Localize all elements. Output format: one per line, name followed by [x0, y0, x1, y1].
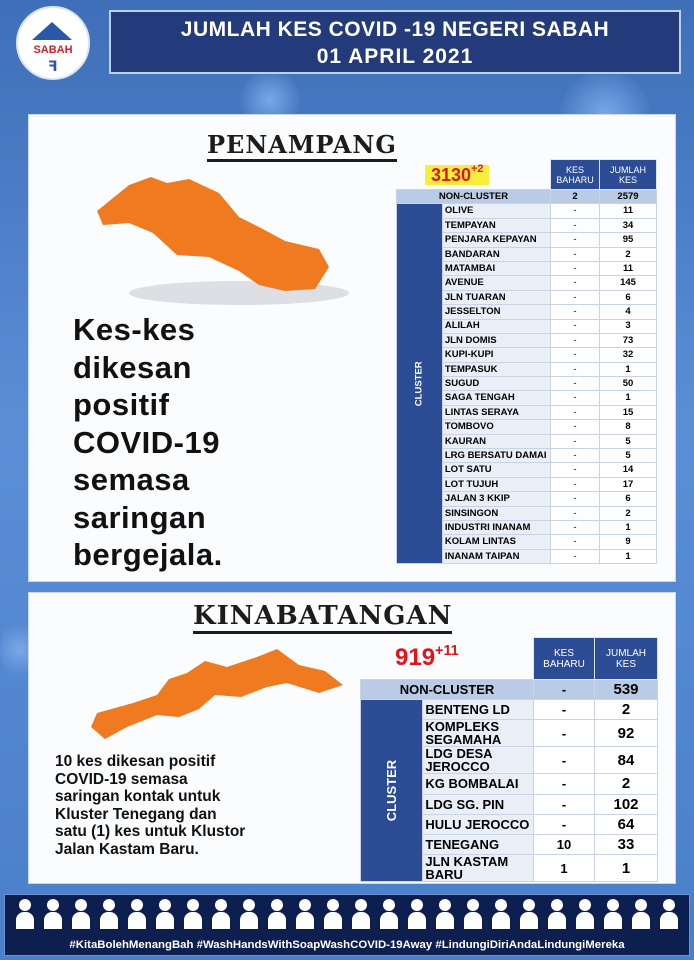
frontliner-icon	[547, 899, 567, 929]
non-cluster-jumlah: 539	[595, 680, 658, 700]
cluster-kes-baharu: -	[551, 204, 600, 218]
non-cluster-kes-baharu: -	[534, 680, 595, 700]
cluster-jumlah: 145	[600, 276, 657, 290]
cluster-name: LOT SATU	[442, 463, 550, 477]
cluster-name: LINTAS SERAYA	[442, 405, 550, 419]
cluster-jumlah: 34	[600, 218, 657, 232]
cluster-kes-baharu: -	[551, 391, 600, 405]
cluster-name: LDG SG. PIN	[423, 794, 534, 814]
cluster-kes-baharu: -	[551, 218, 600, 232]
cluster-kes-baharu: -	[534, 720, 595, 747]
cluster-jumlah: 1	[600, 549, 657, 563]
description-line: Kes-kes	[73, 312, 196, 347]
frontliner-icon	[99, 899, 119, 929]
frontliner-icon	[267, 899, 287, 929]
cluster-label-text: CLUSTER	[413, 361, 425, 407]
cluster-jumlah: 1	[600, 362, 657, 376]
cluster-name: JESSELTON	[442, 305, 550, 319]
frontliner-icon	[43, 899, 63, 929]
cluster-jumlah: 11	[600, 261, 657, 275]
frontliner-icon	[491, 899, 511, 929]
cluster-kes-baharu: 1	[534, 855, 595, 882]
cluster-name: TEMPAYAN	[442, 218, 550, 232]
cluster-name: KOMPLEKS SEGAMAHA	[423, 720, 534, 747]
cluster-jumlah: 84	[595, 747, 658, 774]
non-cluster-label: NON-CLUSTER	[361, 680, 534, 700]
frontliner-icon	[15, 899, 35, 929]
cluster-jumlah: 5	[600, 434, 657, 448]
penampang-total: 3130	[431, 165, 472, 185]
cluster-label-text: CLUSTER	[384, 759, 400, 822]
cluster-name: JLN DOMIS	[442, 333, 550, 347]
cluster-row	[397, 204, 657, 218]
cluster-jumlah: 5	[600, 449, 657, 463]
cluster-jumlah: 8	[600, 420, 657, 434]
cluster-name: MATAMBAI	[442, 261, 550, 275]
cluster-jumlah: 6	[600, 492, 657, 506]
penampang-panel	[28, 114, 676, 582]
cluster-kes-baharu: -	[551, 261, 600, 275]
cluster-jumlah: 1	[600, 520, 657, 534]
cluster-kes-baharu: -	[551, 319, 600, 333]
kinabatangan-new-cases: +11	[435, 643, 459, 659]
cluster-kes-baharu: -	[551, 348, 600, 362]
cluster-name: TEMPASUK	[442, 362, 550, 376]
frontliner-icon	[211, 899, 231, 929]
cluster-kes-baharu: 10	[534, 834, 595, 854]
cluster-jumlah: 3	[600, 319, 657, 333]
footer-hashtags: #KitaBolehMenangBah #WashHandsWithSoapWashCOVID-19Away #LindungiDiriAndaLindungiMereka	[69, 939, 625, 951]
cluster-name: HULU JEROCCO	[423, 814, 534, 834]
description-line: positif	[73, 387, 170, 422]
penampang-table	[396, 159, 657, 564]
frontliner-icon	[407, 899, 427, 929]
description-line: Jalan Kastam Baru.	[55, 840, 199, 858]
cluster-kes-baharu: -	[551, 333, 600, 347]
cluster-name: KAURAN	[442, 434, 550, 448]
cluster-kes-baharu: -	[551, 520, 600, 534]
logo-text: SABAH	[33, 44, 73, 56]
cluster-name: TOMBOVO	[442, 420, 550, 434]
description-line: dikesan	[73, 349, 192, 385]
cluster-name: INDUSTRI INANAM	[442, 520, 550, 534]
cluster-kes-baharu: -	[551, 377, 600, 391]
cluster-name: PENJARA KEPAYAN	[442, 233, 550, 247]
cluster-name: BENTENG LD	[423, 700, 534, 720]
cluster-kes-baharu: -	[551, 405, 600, 419]
kinabatangan-total: 919	[395, 644, 436, 671]
description-line: bergejala.	[73, 537, 223, 572]
penampang-title: PENAMPANG	[207, 133, 397, 162]
cluster-label	[361, 700, 423, 882]
cluster-jumlah: 102	[595, 794, 658, 814]
description-line: satu (1) kes untuk Klustor	[55, 823, 246, 840]
description-line: 10 kes dikesan positif	[55, 753, 216, 770]
kinabatangan-table	[360, 637, 658, 882]
frontliner-icon	[379, 899, 399, 929]
frontliner-icon	[155, 899, 175, 929]
logo-emblem-icon: ꟻ	[48, 58, 58, 74]
cluster-kes-baharu: -	[534, 794, 595, 814]
cluster-jumlah: 2	[600, 247, 657, 261]
cluster-name: ALILAH	[442, 319, 550, 333]
frontliner-icon	[659, 899, 679, 929]
page-date: 01 APRIL 2021	[316, 45, 474, 68]
cluster-kes-baharu: -	[551, 463, 600, 477]
cluster-name: JLN KASTAM BARU	[423, 855, 534, 882]
penampang-description	[73, 311, 223, 574]
cluster-name: OLIVE	[442, 204, 550, 218]
penampang-new-cases: +2	[471, 163, 484, 175]
cluster-jumlah: 17	[600, 477, 657, 491]
non-cluster-row	[397, 190, 657, 204]
cluster-jumlah: 95	[600, 233, 657, 247]
header-banner	[109, 10, 681, 74]
kinabatangan-map-icon	[87, 643, 347, 743]
cluster-jumlah: 1	[600, 391, 657, 405]
frontliner-icon	[71, 899, 91, 929]
cluster-name: KUPI-KUPI	[442, 348, 550, 362]
cluster-kes-baharu: -	[551, 434, 600, 448]
frontliner-icon	[239, 899, 259, 929]
mountain-icon	[32, 22, 72, 40]
cluster-jumlah: 14	[600, 463, 657, 477]
non-cluster-row	[361, 680, 658, 700]
cluster-kes-baharu: -	[551, 420, 600, 434]
col-kes-baharu: KES BAHARU	[551, 160, 600, 190]
cluster-jumlah: 92	[595, 720, 658, 747]
description-line: semasa	[73, 462, 190, 497]
cluster-kes-baharu: -	[534, 700, 595, 720]
kinabatangan-panel	[28, 592, 676, 884]
description-line: COVID-19 semasa	[55, 770, 188, 788]
cluster-jumlah: 50	[600, 377, 657, 391]
cluster-name: BANDARAN	[442, 247, 550, 261]
non-cluster-label: NON-CLUSTER	[397, 190, 551, 204]
frontliner-icon	[519, 899, 539, 929]
cluster-kes-baharu: -	[551, 276, 600, 290]
cluster-name: JLN TUARAN	[442, 290, 550, 304]
cluster-jumlah: 2	[595, 774, 658, 794]
frontliner-icon	[323, 899, 343, 929]
cluster-jumlah: 11	[600, 204, 657, 218]
cluster-name: SINSINGON	[442, 506, 550, 520]
frontliner-icon	[295, 899, 315, 929]
cluster-name: LRG BERSATU DAMAI	[442, 449, 550, 463]
cluster-kes-baharu: -	[551, 506, 600, 520]
cluster-name: SAGA TENGAH	[442, 391, 550, 405]
frontliner-icon	[351, 899, 371, 929]
frontliner-icon	[631, 899, 651, 929]
cluster-jumlah: 9	[600, 535, 657, 549]
description-line: Kluster Tenegang dan	[55, 805, 217, 823]
cluster-row	[361, 700, 658, 720]
cluster-name: KG BOMBALAI	[423, 774, 534, 794]
cluster-kes-baharu: -	[534, 814, 595, 834]
cluster-name: LOT TUJUH	[442, 477, 550, 491]
frontliner-icons	[15, 899, 679, 933]
cluster-kes-baharu: -	[551, 290, 600, 304]
non-cluster-jumlah: 2579	[600, 190, 657, 204]
cluster-name: INANAM TAIPAN	[442, 549, 550, 563]
cluster-jumlah: 4	[600, 305, 657, 319]
col-kes-baharu: KES BAHARU	[534, 638, 595, 680]
cluster-name: SUGUD	[442, 377, 550, 391]
page-title: JUMLAH KES COVID -19 NEGERI SABAH	[180, 18, 610, 41]
cluster-jumlah: 2	[595, 700, 658, 720]
frontliner-icon	[603, 899, 623, 929]
cluster-kes-baharu: -	[551, 492, 600, 506]
frontliner-icon	[127, 899, 147, 929]
cluster-jumlah: 15	[600, 405, 657, 419]
cluster-jumlah: 32	[600, 348, 657, 362]
cluster-name: AVENUE	[442, 276, 550, 290]
cluster-kes-baharu: -	[551, 362, 600, 376]
cluster-kes-baharu: -	[551, 233, 600, 247]
cluster-kes-baharu: -	[551, 247, 600, 261]
kinabatangan-description	[55, 753, 245, 858]
frontliner-icon	[183, 899, 203, 929]
penampang-map-icon	[89, 171, 349, 311]
non-cluster-kes-baharu: 2	[551, 190, 600, 204]
cluster-jumlah: 73	[600, 333, 657, 347]
description-line: COVID-19	[73, 424, 220, 460]
frontliner-icon	[463, 899, 483, 929]
cluster-name: LDG DESA JEROCCO	[423, 747, 534, 774]
cluster-jumlah: 2	[600, 506, 657, 520]
cluster-label	[397, 204, 443, 564]
col-jumlah-kes: JUMLAH KES	[600, 160, 657, 190]
footer-banner	[4, 894, 690, 956]
cluster-kes-baharu: -	[534, 747, 595, 774]
cluster-kes-baharu: -	[551, 305, 600, 319]
cluster-jumlah: 6	[600, 290, 657, 304]
frontliner-icon	[575, 899, 595, 929]
cluster-name: JALAN 3 KKIP	[442, 492, 550, 506]
description-line: saringan	[73, 499, 207, 535]
description-line: saringan kontak untuk	[55, 788, 221, 805]
sabah-logo	[16, 6, 90, 80]
cluster-kes-baharu: -	[551, 449, 600, 463]
frontliner-icon	[435, 899, 455, 929]
cluster-jumlah: 33	[595, 834, 658, 854]
cluster-jumlah: 64	[595, 814, 658, 834]
kinabatangan-title: KINABATANGAN	[193, 603, 452, 634]
cluster-kes-baharu: -	[534, 774, 595, 794]
col-jumlah-kes: JUMLAH KES	[595, 638, 658, 680]
cluster-kes-baharu: -	[551, 477, 600, 491]
cluster-name: TENEGANG	[423, 834, 534, 854]
cluster-kes-baharu: -	[551, 535, 600, 549]
cluster-jumlah: 1	[595, 855, 658, 882]
cluster-kes-baharu: -	[551, 549, 600, 563]
cluster-name: KOLAM LINTAS	[442, 535, 550, 549]
